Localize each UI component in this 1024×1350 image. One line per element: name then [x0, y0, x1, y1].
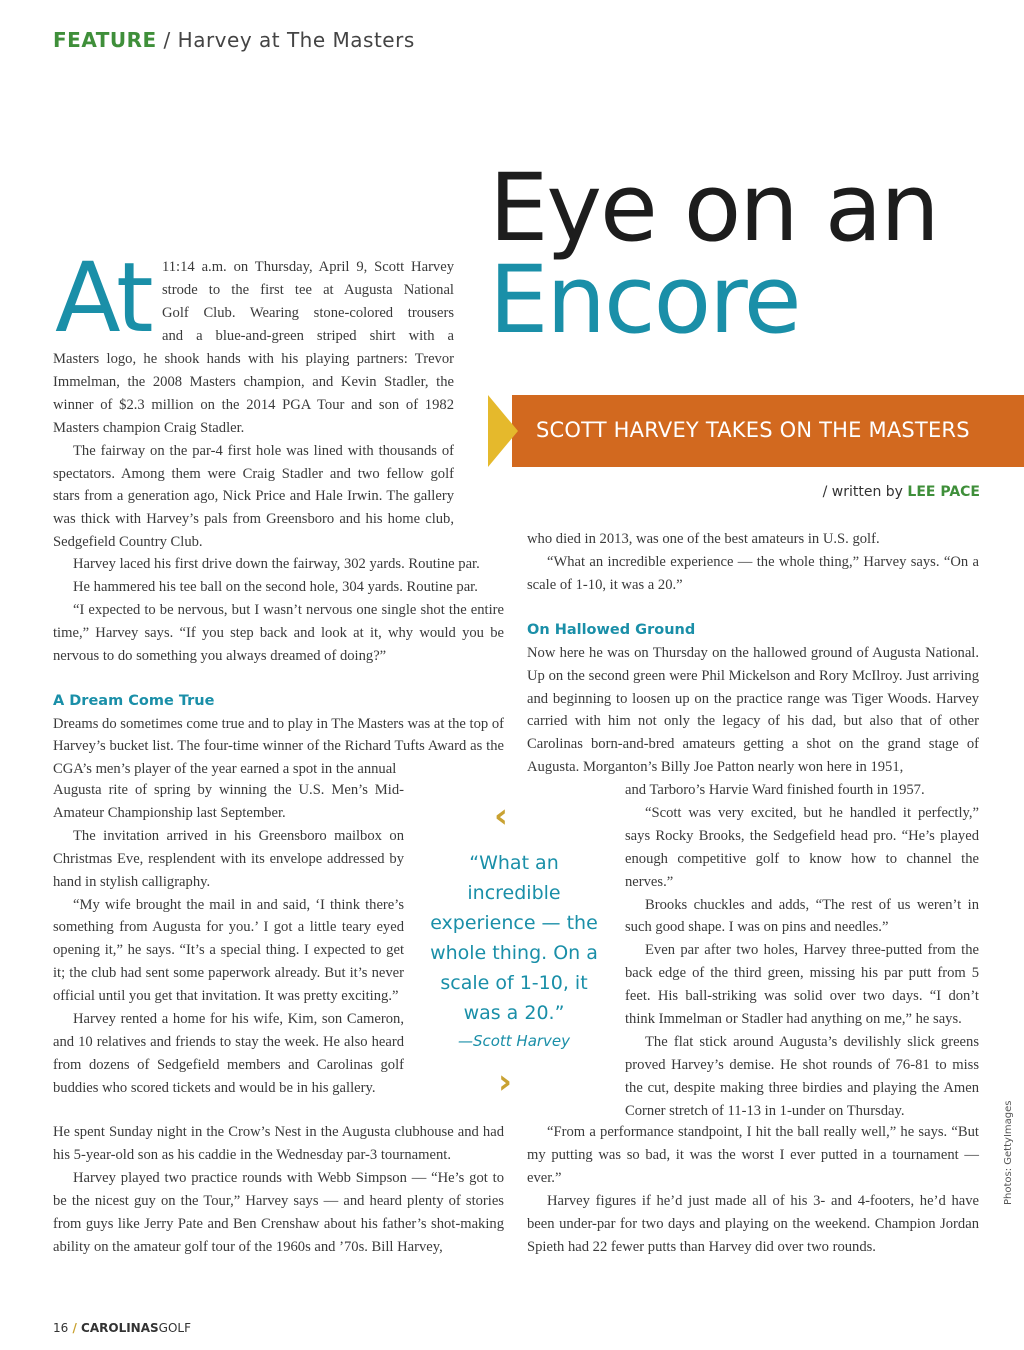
- paragraph: “I expected to be nervous, but I wasn’t nervous one single shot the entire time,” Harvey says. “If you step back and look at it, why would you be nervous to do something you always dreamed of doing?”: [53, 601, 504, 664]
- column-1-bottom: [53, 1121, 504, 1258]
- paragraph: The flat stick around Augusta’s devilishly slick greens proved Harvey’s demise. He shot rounds of 76-81 to miss the cut, despite making three birdies and playing the Amen Corner stretch of 11-13 in 1-under on Thursday.: [625, 1033, 979, 1119]
- paragraph: Harvey laced his first drive down the fairway, 302 yards. Routine par.: [73, 556, 480, 572]
- paragraph: “My wife brought the mail in and said, ‘I think there’s something from Augusta for you.’ I got a little teary eyed opening it,” he says. “It’s a special thing. I expected to get it; the club had sent some paperwork already. But it’s never official until you get that invitation. It was pretty exciting.”: [53, 896, 404, 1005]
- paragraph: Dreams do sometimes come true and to play in The Masters was at the top of Harvey’s bucket list. The four-time winner of the Richard Tufts Award as the CGA’s men’s player of the year earned a spot in the annual: [53, 715, 504, 778]
- pullquote-text: “What an incredible experience — the whole thing. On a scale of 1-10, it was a 20.”: [430, 852, 598, 1024]
- paragraph: Brooks chuckles and adds, “The rest of us weren’t in such good shape. I was on pins and needles.”: [625, 896, 979, 936]
- section-label: FEATURE: [53, 28, 157, 52]
- banner-chevron-icon: [488, 395, 518, 467]
- pullquote-open-chevron-icon: ‹: [494, 796, 509, 836]
- headline-line-2: Encore: [489, 246, 800, 355]
- folio-slash: /: [68, 1321, 82, 1335]
- column-1-lower: [53, 779, 404, 1100]
- intro-line: and a blue-and-green striped shirt with a: [162, 327, 454, 344]
- headline-line-1: Eye on an: [489, 154, 938, 263]
- column-1-upper: [53, 348, 454, 554]
- paragraph: Augusta rite of spring by winning the U.S. Men’s Mid-Amateur Championship last September.: [53, 782, 404, 821]
- page-number: 16: [53, 1321, 69, 1335]
- intro-line: 11:14 a.m. on Thursday, April 9, Scott Harvey: [162, 259, 454, 275]
- photo-credit: Photos: GettyImages: [1003, 1100, 1014, 1205]
- byline-prefix: / written by: [822, 484, 908, 500]
- column-2-top: [527, 528, 979, 779]
- column-2-bottom: [527, 1121, 979, 1258]
- subhead-hallowed: On Hallowed Ground: [527, 621, 696, 638]
- drop-cap: At: [55, 242, 151, 354]
- paragraph: He hammered his tee ball on the second hole, 304 yards. Routine par.: [73, 578, 478, 595]
- byline-author: LEE PACE: [907, 484, 980, 500]
- paragraph: “Scott was very excited, but he handled it perfectly,” says Rocky Brooks, the Sedgefield head pro. “He’s played enough competitive golf to know how to channel the nerves.”: [625, 804, 979, 890]
- pullquote-attribution: —Scott Harvey: [457, 1032, 571, 1050]
- intro-line: Golf Club. Wearing stone-colored trousers: [162, 304, 454, 321]
- subhead-dream: A Dream Come True: [53, 692, 215, 709]
- byline: [780, 484, 980, 500]
- header-topic: Harvey at The Masters: [177, 28, 415, 52]
- intro-lines: [162, 256, 454, 348]
- paragraph: “What an incredible experience — the whole thing,” Harvey says. “On a scale of 1-10, it was a 20.”: [527, 553, 979, 593]
- folio: [53, 1321, 191, 1335]
- section-header: [53, 28, 415, 52]
- paragraph: Harvey figures if he’d just made all of his 3- and 4-footers, he’d have been under-par for two days and playing on the weekend. Champion Jordan Spieth had 22 fewer putts than Harvey did over two rounds.: [527, 1192, 979, 1255]
- paragraph: who died in 2013, was one of the best amateurs in U.S. golf.: [527, 531, 880, 547]
- paragraph: Even par after two holes, Harvey three-putted from the back edge of the third green, missing his par putt from 5 feet. His ball-striking was solid over two days. “I don’t think Immelman or Stadler had anything on me,” he says.: [625, 942, 979, 1028]
- header-separator: /: [156, 28, 178, 52]
- deck-text: SCOTT HARVEY TAKES ON THE MASTERS: [536, 418, 970, 442]
- magazine-name-bold: CAROLINAS: [81, 1321, 159, 1335]
- intro-line: strode to the first tee at Augusta National: [162, 281, 454, 298]
- paragraph: Now here he was on Thursday on the hallowed ground of Augusta National. Up on the second green were Phil Mickelson and Rory McIlroy. Just arriving and beginning to loosen up on the practice range was Tiger Woods. Harvey carried with him not only the legacy of his dad, but also that of other Carolinas born-and-bred amateurs getting a shot on the grand stage of Augusta. Morganton’s Billy Joe Patton nearly won here in 1951,: [527, 644, 979, 776]
- paragraph: Harvey played two practice rounds with Webb Simpson — “He’s got to be the nicest guy on the Tour,” Harvey says — and heard plenty of stories from guys like Jerry Pate and Ben Crenshaw about his father’s shot-making ability on the amateur golf tour of the 1960s and ’70s. Bill Harvey,: [53, 1169, 504, 1255]
- paragraph: “From a performance standpoint, I hit the ball really well,” he says. “But my putting was so bad, it was the worst I ever putted in a tournament — ever.”: [527, 1124, 979, 1186]
- column-2-narrow: [625, 779, 979, 1123]
- paragraph: He spent Sunday night in the Crow’s Nest in the Augusta clubhouse and had his 5-year-old son as his caddie in the Wednesday par-3 tournament.: [53, 1124, 504, 1163]
- column-1-mid: [53, 553, 504, 781]
- paragraph: and Tarboro’s Harvie Ward finished fourth in 1957.: [625, 782, 925, 798]
- paragraph: The invitation arrived in his Greensboro mailbox on Christmas Eve, resplendent with its envelope addressed by hand in stylish calligraphy.: [53, 827, 404, 890]
- paragraph: Harvey rented a home for his wife, Kim, son Cameron, and 10 relatives and friends to stay the week. He also heard from dozens of Sedgefield members and Carolinas golf buddies who scored tickets and would be in his gallery.: [53, 1011, 404, 1096]
- magazine-name-rest: GOLF: [158, 1321, 191, 1335]
- pullquote-close-chevron-icon: ›: [498, 1062, 513, 1102]
- paragraph: Masters logo, he shook hands with his playing partners: Trevor Immelman, the 2008 Masters champion, and Kevin Stadler, the winner of $2.3 million on the 2014 PGA Tour and son of 1982 Masters champion Craig Stadler.: [53, 351, 454, 436]
- paragraph: The fairway on the par-4 first hole was lined with thousands of spectators. Among them were Craig Stadler and two fellow golf stars from a generation ago, Nick Price and Hale Irwin. The gallery was thick with Harvey’s pals from Greensboro and his home club, Sedgefield Country Club.: [53, 442, 454, 551]
